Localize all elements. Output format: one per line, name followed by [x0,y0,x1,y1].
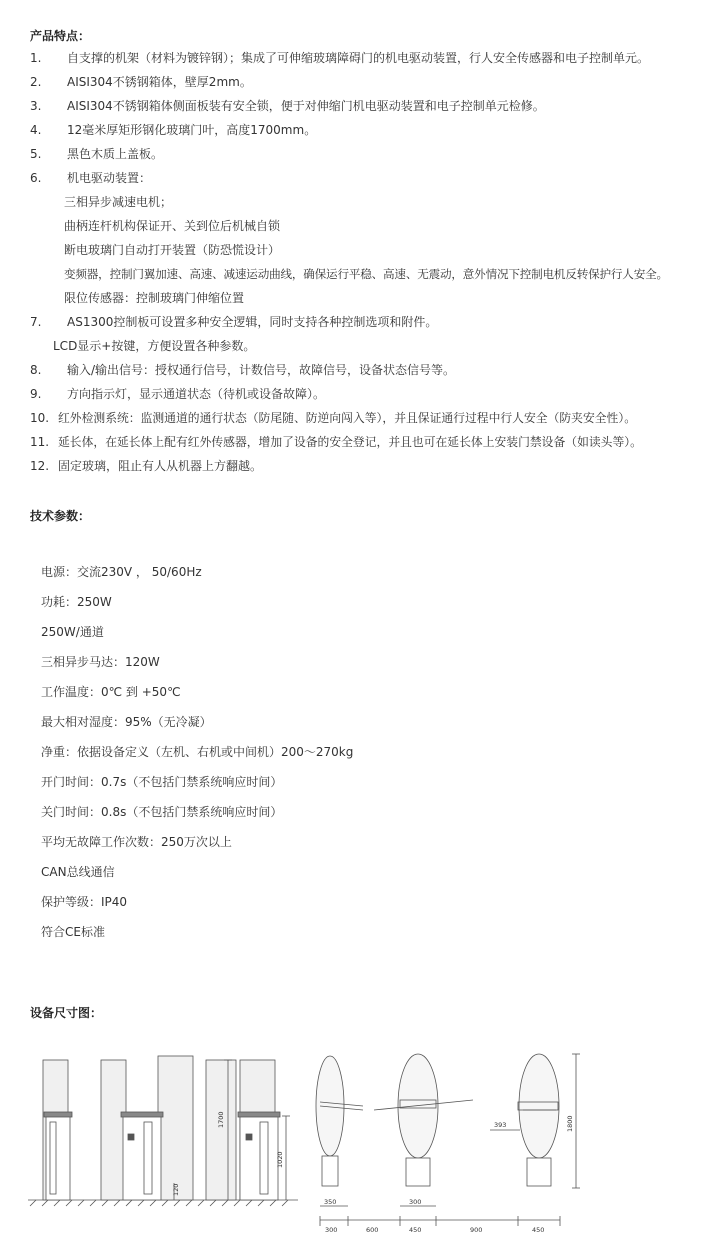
floor-line [28,1200,298,1206]
spec-item: CAN总线通信 [41,865,115,879]
dim-label-300a: 300 [325,1226,338,1234]
spec-item: 最大相对湿度：95%（无冷凝） [41,715,212,729]
item-text: 固定玻璃，阻止有人从机器上方翻越。 [58,459,263,473]
spec-item: 平均无故障工作次数：250万次以上 [41,835,232,849]
dim-label-900: 900 [470,1226,483,1234]
item-text: 三相异步减速电机； [64,195,173,209]
dimensions-heading: 设备尺寸图： [30,1006,103,1020]
item-text: 机电驱动装置： [67,171,152,185]
dim-label-600: 600 [366,1226,379,1234]
spec-item: 保护等级：IP40 [41,895,128,909]
spec-item: 电源：交流230V ， 50/60Hz [41,565,202,579]
item-text: AS1300控制板可设置多种安全逻辑，同时支持各种控制选项和附件。 [67,315,438,329]
spec-item: 功耗：250W [41,595,112,609]
item-text: 曲柄连杆机构保证开、关到位后机械自锁 [64,219,281,233]
item-number: 11. [30,435,50,449]
cabinet-left [44,1112,72,1200]
dim-label-1800: 1800 [566,1115,574,1132]
item-text: 限位传感器：控制玻璃门伸缩位置 [64,291,245,305]
item-text: 输入/输出信号：授权通行信号，计数信号，故障信号，设备状态信号等。 [67,363,456,377]
glass-panel [101,1060,126,1200]
dim-label-1020: 1020 [276,1151,284,1168]
spec-item: 净重：依据设备定义（左机、右机或中间机）200～270kg [41,745,354,759]
dim-label-1700: 1700 [217,1111,225,1128]
item-number: 10. [30,411,50,425]
item-number: 9. [30,387,42,401]
item-text: 断电玻璃门自动打开装置（防恐慌设计） [64,243,281,257]
specs-heading: 技术参数： [30,509,91,523]
dim-label-450b: 450 [532,1226,545,1234]
item-text: LCD显示+按键，方便设置各种参数。 [53,339,256,353]
item-text: 红外检测系统：监测通道的通行状态（防尾随、防逆向闯入等），并且保证通行过程中行人安全（防夹安全性）。 [58,411,637,425]
item-text: 自支撑的机架（材料为镀锌钢）；集成了可伸缩玻璃障碍门的机电驱动装置，行人安全传感器和电子控制单元。 [67,51,650,65]
dim-label-450a: 450 [409,1226,422,1234]
item-number: 7. [30,315,42,329]
unit-top-1 [316,1056,363,1186]
item-number: 3. [30,99,42,113]
item-text: 方向指示灯，显示通道状态（待机或设备故障）。 [67,387,326,401]
dim-label-small: 120 [172,1183,180,1196]
item-number: 5. [30,147,42,161]
item-number: 4. [30,123,42,137]
spec-item: 三相异步马达：120W [41,655,160,669]
item-text: 12毫米厚矩形钢化玻璃门叶，高度1700mm。 [67,123,317,137]
dim-label-350: 350 [324,1198,337,1206]
cabinet-middle [121,1112,163,1200]
glass-panel [206,1060,236,1200]
item-number: 2. [30,75,42,89]
spec-item: 关门时间：0.8s（不包括门禁系统响应时间） [41,805,283,819]
spec-item: 250W/通道 [41,625,104,639]
item-text: 变频器，控制门翼加速、高速、减速运动曲线，确保运行平稳、高速、无震动，意外情况下控制电机反转保护行人安全。 [64,267,668,281]
item-text: AISI304不锈钢箱体侧面板装有安全锁，便于对伸缩门机电驱动装置和电子控制单元检修。 [67,99,545,113]
item-number: 1. [30,51,42,65]
item-number: 12. [30,459,50,473]
cabinet-right [238,1112,280,1200]
unit-top-3 [518,1054,559,1186]
item-text: 黑色木质上盖板。 [67,147,164,161]
dimension-drawing [28,1048,588,1238]
glass-panel [158,1056,193,1200]
item-number: 8. [30,363,42,377]
features-heading: 产品特点： [30,29,91,43]
item-number: 6. [30,171,42,185]
item-text: 延长体，在延长体上配有红外传感器，增加了设备的安全登记，并且也可在延长体上安装门禁设备（如读头等）。 [58,435,642,449]
spec-item: 工作温度：0℃ 到 +50℃ [41,685,181,699]
spec-item: 开门时间：0.7s（不包括门禁系统响应时间） [41,775,283,789]
spec-item: 符合CE标准 [41,925,105,939]
dim-label-300b: 300 [409,1198,422,1206]
dim-label-393: 393 [494,1121,507,1129]
item-text: AISI304不锈钢箱体，壁厚2mm。 [67,75,252,89]
unit-top-2 [374,1054,473,1186]
